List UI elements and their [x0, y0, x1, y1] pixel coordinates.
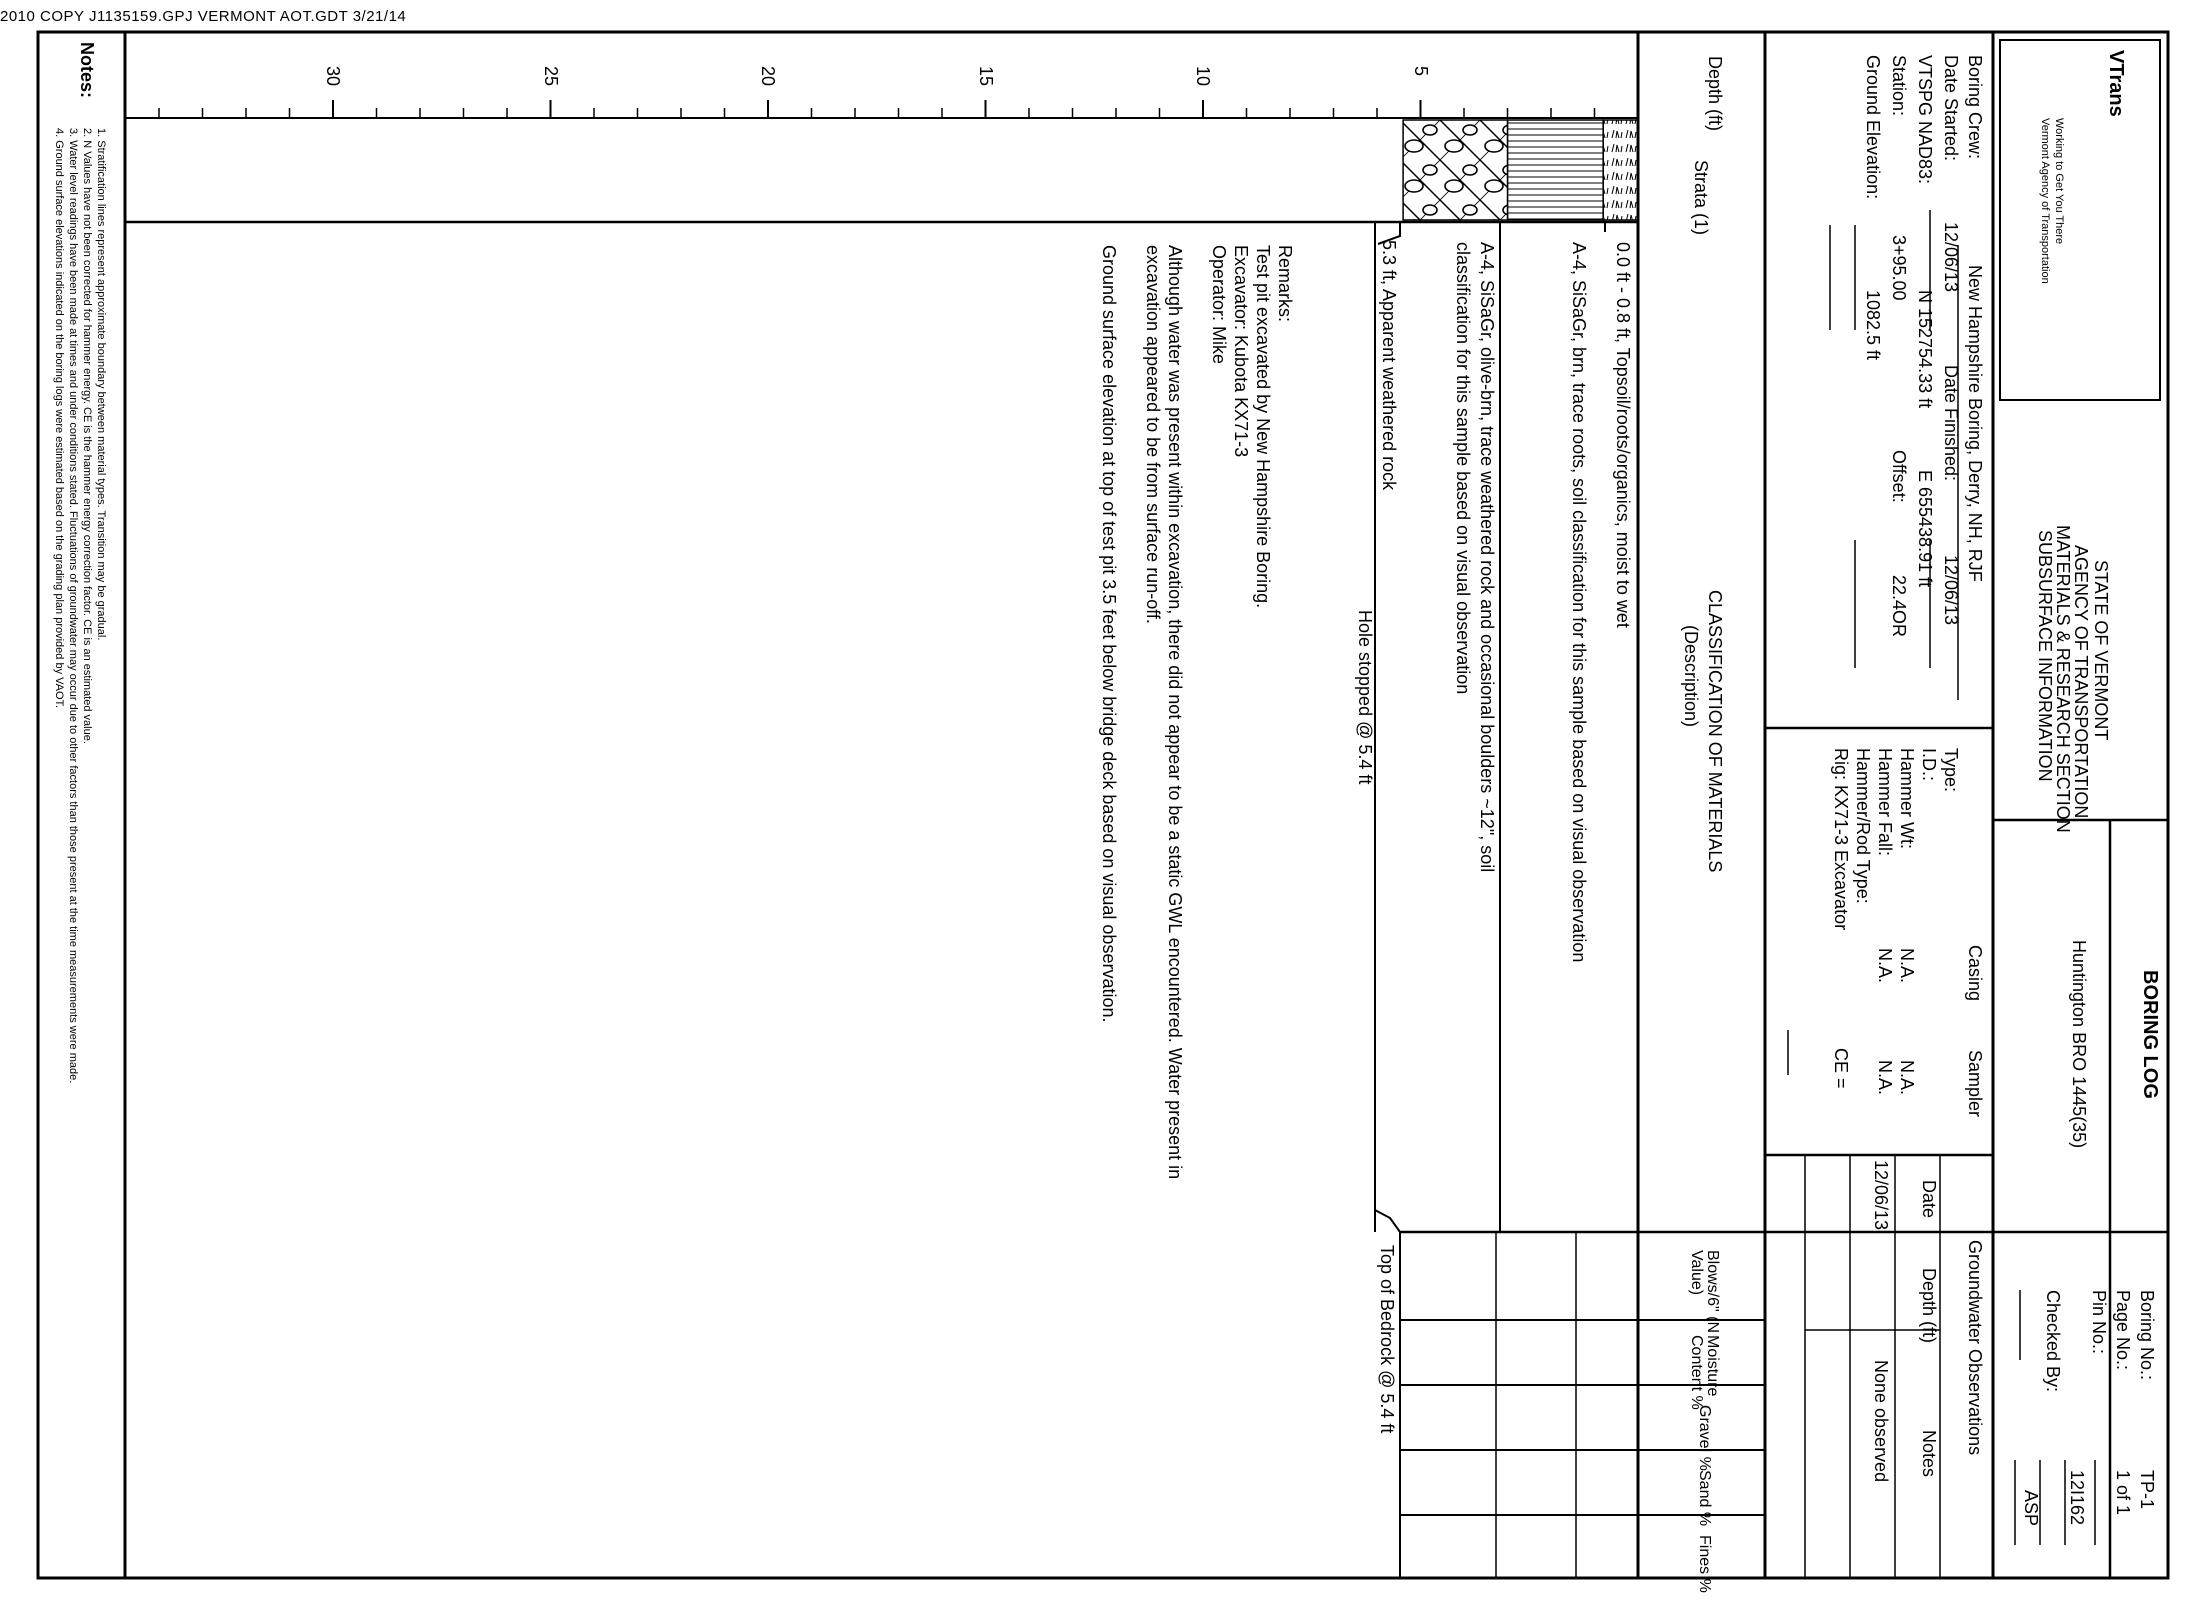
- log-title: BORING LOG: [2139, 970, 2161, 1099]
- gw-row-notes: None observed: [1871, 1360, 1891, 1483]
- pin-no: 12I162: [2067, 1470, 2087, 1526]
- agency-line-4: SUBSURFACE INFORMATION: [2035, 530, 2055, 782]
- agency-line-1: STATE OF VERMONT: [2091, 560, 2111, 741]
- crew-value: New Hampshire Boring, Derry, NH, RJF: [1965, 265, 1985, 582]
- rod-type-label: Hammer/Rod Type:: [1853, 748, 1873, 904]
- date-finished-label: Date Finished:: [1941, 365, 1961, 482]
- col-sand: Sand %: [1696, 1470, 1713, 1527]
- strata-column: [1403, 120, 1638, 220]
- vtrans-tagline: Working to Get You There: [2053, 118, 2065, 245]
- strata-layer-gravelly-boulders: [1403, 120, 1507, 220]
- depth-tick-label: 25: [540, 66, 561, 87]
- gw-row-date: 12/06/13: [1871, 1160, 1891, 1231]
- col-strata: Strata (1): [1691, 160, 1711, 236]
- note-2: 2. N Values have not been corrected for hammer energy. CE is the hammer energy correction factor. CE is an estimated value.: [81, 128, 93, 744]
- vtrans-logo-text: VTrans: [2105, 50, 2127, 117]
- page-no-label: Page No.:: [2113, 1290, 2133, 1371]
- hammer-wt-sampler: N.A.: [1897, 1060, 1917, 1096]
- file-header: 2010 COPY J1135159.GPJ VERMONT AOT.GDT 3/21/14: [0, 8, 407, 25]
- remarks-line-3: Operator: Mike: [1209, 245, 1229, 365]
- hammer-fall-sampler: N.A.: [1875, 1060, 1895, 1096]
- depth-tick-label: 30: [323, 66, 343, 87]
- offset-label: Offset:: [1889, 450, 1909, 503]
- checked-by-label: Checked By:: [2043, 1290, 2063, 1393]
- northing: N 152754.33 ft: [1915, 290, 1935, 409]
- boring-no: TP-1: [2137, 1470, 2157, 1510]
- equip-type-label: Type:: [1941, 748, 1961, 793]
- hammer-wt-label: Hammer Wt:: [1897, 748, 1917, 849]
- crew-label: Boring Crew:: [1965, 55, 1985, 160]
- remarks-line-2: Excavator: Kubota KX71-3: [1231, 245, 1251, 458]
- col-classification-sub: (Description): [1681, 625, 1701, 728]
- depth-axis: [159, 100, 1595, 118]
- description-topsoil: 0.0 ft - 0.8 ft, Topsoil/roots/organics, moist to wet: [1613, 242, 1633, 628]
- agency-line-3: MATERIALS & RESEARCH SECTION: [2053, 525, 2073, 833]
- vtrans-subline: Vermont Agency of Transportation: [2039, 118, 2051, 284]
- col-fines: Fines %: [1696, 1535, 1713, 1593]
- description-layer-3-line-2: classification for this sample based on visual observation: [1453, 242, 1473, 695]
- station: 3+95.00: [1889, 235, 1909, 301]
- date-started-label: Date Started:: [1941, 55, 1961, 162]
- strata-layer-topsoil: [1603, 120, 1638, 220]
- agency-line-2: AGENCY OF TRANSPORTATION: [2071, 545, 2091, 819]
- nad-label: VTSPG NAD83:: [1915, 55, 1935, 185]
- casing-header: Casing: [1965, 945, 1985, 1002]
- remarks-title: Remarks:: [1275, 245, 1295, 323]
- depth-tick-label: 20: [758, 66, 778, 87]
- hammer-wt-casing: N.A.: [1897, 948, 1917, 984]
- note-1: 1. Stratification lines represent approximate boundary between material types. Transition may be gradual.: [95, 128, 107, 641]
- boring-no-label: Boring No.:: [2137, 1290, 2157, 1381]
- depth-tick-label: 10: [1193, 66, 1213, 87]
- elevation: 1082.5 ft: [1863, 290, 1883, 361]
- description-weathered-rock: 5.3 ft, Apparent weathered rock: [1379, 240, 1399, 491]
- elevation-label: Ground Elevation:: [1863, 55, 1883, 200]
- description-layer-2: A-4, SiSaGr, brn, trace roots, soil classification for this sample based on visual observation: [1569, 242, 1589, 963]
- remarks-line-8: Ground surface elevation at top of test pit 3.5 feet below bridge deck based on visual observation.: [1099, 245, 1119, 1023]
- date-finished: 12/06/13: [1941, 555, 1961, 626]
- remarks-line-6: excavation appeared to be from surface run-off.: [1143, 245, 1163, 624]
- note-4: 4. Ground surface elevations indicated on the boring logs were estimated based on the grading plan provided by VAOT.: [53, 128, 65, 709]
- col-gravel: Gravel %: [1696, 1405, 1713, 1471]
- easting: E 655438.91 ft: [1915, 470, 1935, 588]
- top-of-bedrock: Top of Bedrock @ 5.4 ft: [1377, 1245, 1397, 1434]
- notes-title: Notes:: [77, 42, 97, 99]
- strata-layer-silty-sand-gravel: [1508, 120, 1604, 220]
- remarks-line-1: Test pit excavated by New Hampshire Boring.: [1253, 245, 1273, 609]
- col-blows: Blows/6" (N Value): [1688, 1250, 1721, 1334]
- equip-id-label: I.D.:: [1919, 748, 1939, 782]
- depth-tick-label: 15: [975, 66, 996, 87]
- gw-col-date: Date: [1919, 1180, 1939, 1219]
- station-label: Station:: [1889, 55, 1909, 117]
- remarks-line-5: Although water was present within excavation, there did not appear to be a static GWL encountered. Water present in: [1165, 245, 1185, 1180]
- offset: 22.4OR: [1889, 575, 1909, 638]
- ce-label: CE =: [1831, 1048, 1851, 1089]
- gw-col-notes: Notes: [1919, 1430, 1939, 1478]
- rig-label: Rig:: [1831, 748, 1851, 781]
- project-name: Huntington BRO 1445(35): [2069, 940, 2089, 1149]
- gw-col-depth: Depth (ft): [1919, 1268, 1939, 1344]
- hammer-fall-casing: N.A.: [1875, 948, 1895, 984]
- rig-value: KX71-3 Excavator: [1831, 785, 1851, 931]
- col-moisture: Moisture Content %: [1688, 1335, 1721, 1410]
- pin-no-label: Pin No.:: [2089, 1290, 2109, 1355]
- groundwater-title: Groundwater Observations: [1965, 1240, 1985, 1456]
- depth-tick-label: 5: [1410, 66, 1431, 77]
- page-no: 1 of 1: [2113, 1470, 2133, 1516]
- col-classification: CLASSIFICATION OF MATERIALS: [1705, 590, 1725, 873]
- note-3: 3. Water level readings have been made at times and under conditions stated. Fluctuations of groundwater may occur due to other factors than those present at the time measurements were made.: [67, 128, 79, 1084]
- vtrans-logo: [2000, 40, 2160, 400]
- hammer-fall-label: Hammer Fall:: [1875, 748, 1895, 857]
- checked-by: ASP: [2021, 1490, 2041, 1527]
- hole-stopped: Hole stopped @ 5.4 ft: [1355, 610, 1375, 785]
- date-started: 12/06/13: [1941, 222, 1961, 293]
- sampler-header: Sampler: [1965, 1050, 1985, 1118]
- description-layer-3-line-1: A-4, SiSaGr, olive-brn, trace weathered rock and occasional boulders ~12", soil: [1477, 242, 1497, 873]
- col-depth: Depth (ft): [1705, 56, 1725, 132]
